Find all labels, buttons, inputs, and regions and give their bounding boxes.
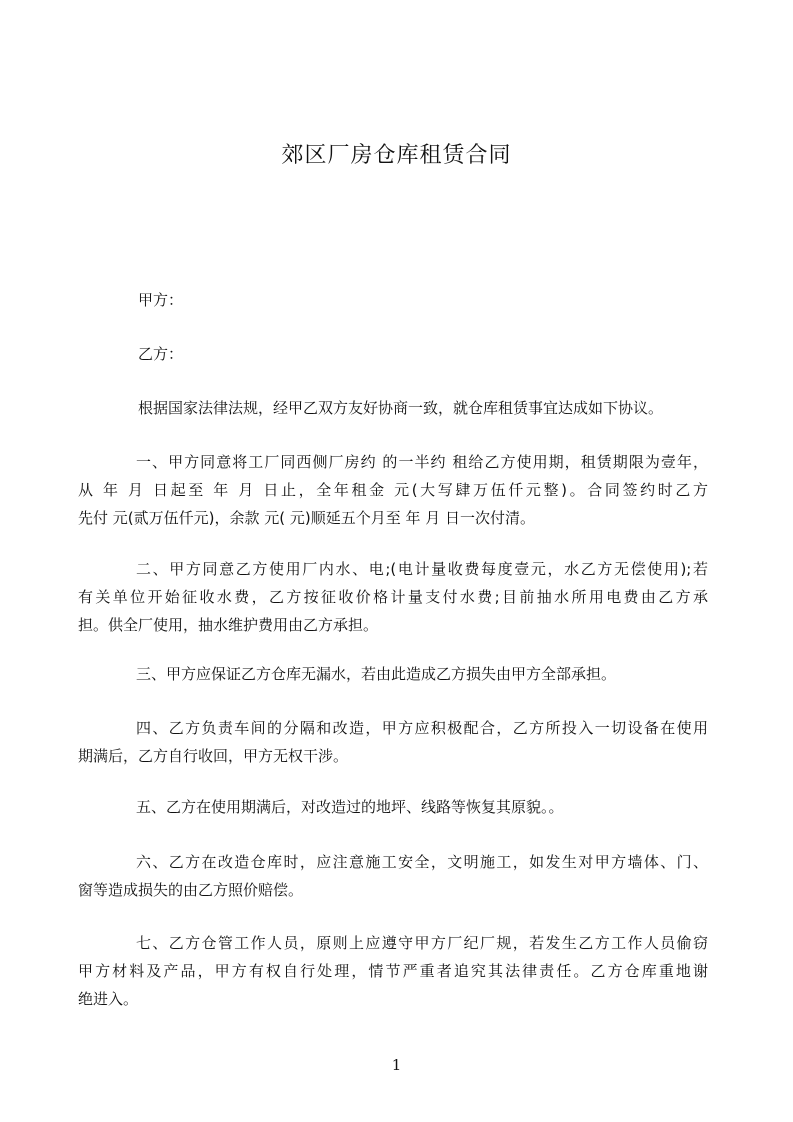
clause-4 (78, 714, 708, 770)
clause-6-line-2: 窗等造成损失的由乙方照价赔偿。 (78, 881, 304, 899)
party-a-label: 甲方： (138, 291, 184, 309)
clause-1-line-3: 先付 元(贰万伍仟元)，余款 元( 元)顺延五个月至 年 月 日一次付清。 (78, 509, 536, 527)
clause-1 (78, 448, 708, 532)
clause-2-line-3: 担。供全厂使用，抽水维护费用由乙方承担。 (78, 616, 379, 634)
clause-4-line-2: 期满后，乙方自行收回，甲方无权干涉。 (78, 747, 349, 765)
clause-1-line-1: 一、甲方同意将工厂同西侧厂房约 的一半约 租给乙方使用期，租赁期限为壹年， (136, 453, 708, 471)
party-b-label: 乙方： (138, 345, 184, 363)
document-title: 郊区厂房仓库租赁合同 (281, 143, 512, 168)
intro-paragraph: 根据国家法律法规，经甲乙双方友好协商一致，就仓库租赁事宜达成如下协议。 (138, 399, 664, 417)
clause-4-line-1: 四、乙方负责车间的分隔和改造，甲方应积极配合，乙方所投入一切设备在使用 (136, 719, 708, 737)
clause-2-line-1: 二、甲方同意乙方使用厂内水、电;(电计量收费每度壹元，水乙方无偿使用);若 (136, 560, 708, 578)
clause-1-line-2: 从 年 月 日起至 年 月 日止，全年租金 元(大写肆万伍仟元整)。合同签约时乙方 (78, 481, 708, 499)
clause-6 (78, 848, 708, 904)
clause-5: 五、乙方在使用期满后，对改造过的地坪、线路等恢复其原貌。。 (136, 798, 564, 816)
clause-3: 三、甲方应保证乙方仓库无漏水，若由此造成乙方损失由甲方全部承担。 (136, 665, 617, 683)
clause-7 (78, 929, 708, 1013)
page-number: 1 (391, 1056, 402, 1074)
clause-7-line-1: 七、乙方仓管工作人员，原则上应遵守甲方厂纪厂规，若发生乙方工作人员偷窃 (136, 934, 708, 952)
clause-7-line-2: 甲方材料及产品，甲方有权自行处理，情节严重者追究其法律责任。乙方仓库重地谢 (78, 962, 708, 980)
clause-2-line-2: 有关单位开始征收水费，乙方按征收价格计量支付水费;目前抽水所用电费由乙方承 (78, 588, 708, 606)
clause-7-line-3: 绝进入。 (78, 990, 139, 1008)
clause-2 (78, 555, 708, 639)
clause-6-line-1: 六、乙方在改造仓库时，应注意施工安全，文明施工，如发生对甲方墙体、门、 (136, 853, 708, 871)
